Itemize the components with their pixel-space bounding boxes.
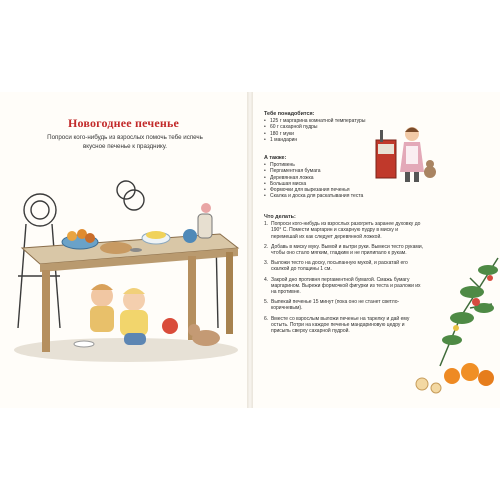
recipe-intro: Попроси кого-нибудь из взрослых помочь тебе испечь вкусное печенье к празднику. — [47, 134, 203, 150]
equipment-item: • Деревянная ложка — [264, 175, 374, 181]
ingredient-item: • 1 мандарин — [264, 137, 374, 143]
christmas-branch-with-tangerines-illustration — [400, 248, 500, 396]
step-item: 3. Выложи тесто на доску, посыпанную мукой, и раскатай его скалкой до толщины 1 см. — [264, 260, 424, 272]
equipment-section — [264, 155, 374, 199]
equipment-item: • Пергаментная бумага — [264, 168, 374, 174]
ingredient-item: • 125 г маргарина комнатной температуры — [264, 118, 374, 124]
equipment-item: • Формочки для вырезания печенья — [264, 187, 374, 193]
equipment-item: • Скалка и доска для раскатывания теста — [264, 193, 374, 199]
step-item: 2. Добавь в миску муку. Вымой и вытри руки. Вымеси тесто руками, чтобы оно стало мягким, гладким и не прилипало к рукам. — [264, 244, 424, 256]
step-item: 5. Выпекай печенье 15 минут (пока оно не станет светло-коричневым). — [264, 299, 424, 311]
ingredients-section — [264, 111, 374, 143]
girl-baking-at-stove-illustration — [372, 120, 438, 188]
steps-heading: Что делать: — [264, 214, 296, 220]
equipment-item: • Противень — [264, 162, 374, 168]
children-under-table-illustration — [6, 178, 244, 366]
step-item: 1. Попроси кого-нибудь из взрослых разогреть заранее духовку до 190° С. Помести маргарин и сахарную пудру в миску и перемешай их как следует деревянной ложкой. — [264, 221, 424, 240]
equipment-heading: А также: — [264, 155, 287, 161]
ingredients-heading: Тебе понадобится: — [264, 111, 315, 117]
equipment-item: • Большая миска — [264, 181, 374, 187]
recipe-title: Новогоднее печенье — [67, 116, 180, 130]
step-item: 4. Закрой дно противня пергаментной бумагой. Смажь бумагу маргарином. Вырежи формочкой фигурки из теста и разложи их на противне. — [264, 277, 424, 296]
step-item: 6. Вместе со взрослым выложи печенье на тарелку и дай ему остыть. Потри на каждое печенье мандариновую цедру и присыпь сверху сахарной пудрой. — [264, 316, 424, 335]
ingredient-item: • 60 г сахарной пудры — [264, 124, 374, 130]
ingredient-item: • 180 г муки — [264, 131, 374, 137]
